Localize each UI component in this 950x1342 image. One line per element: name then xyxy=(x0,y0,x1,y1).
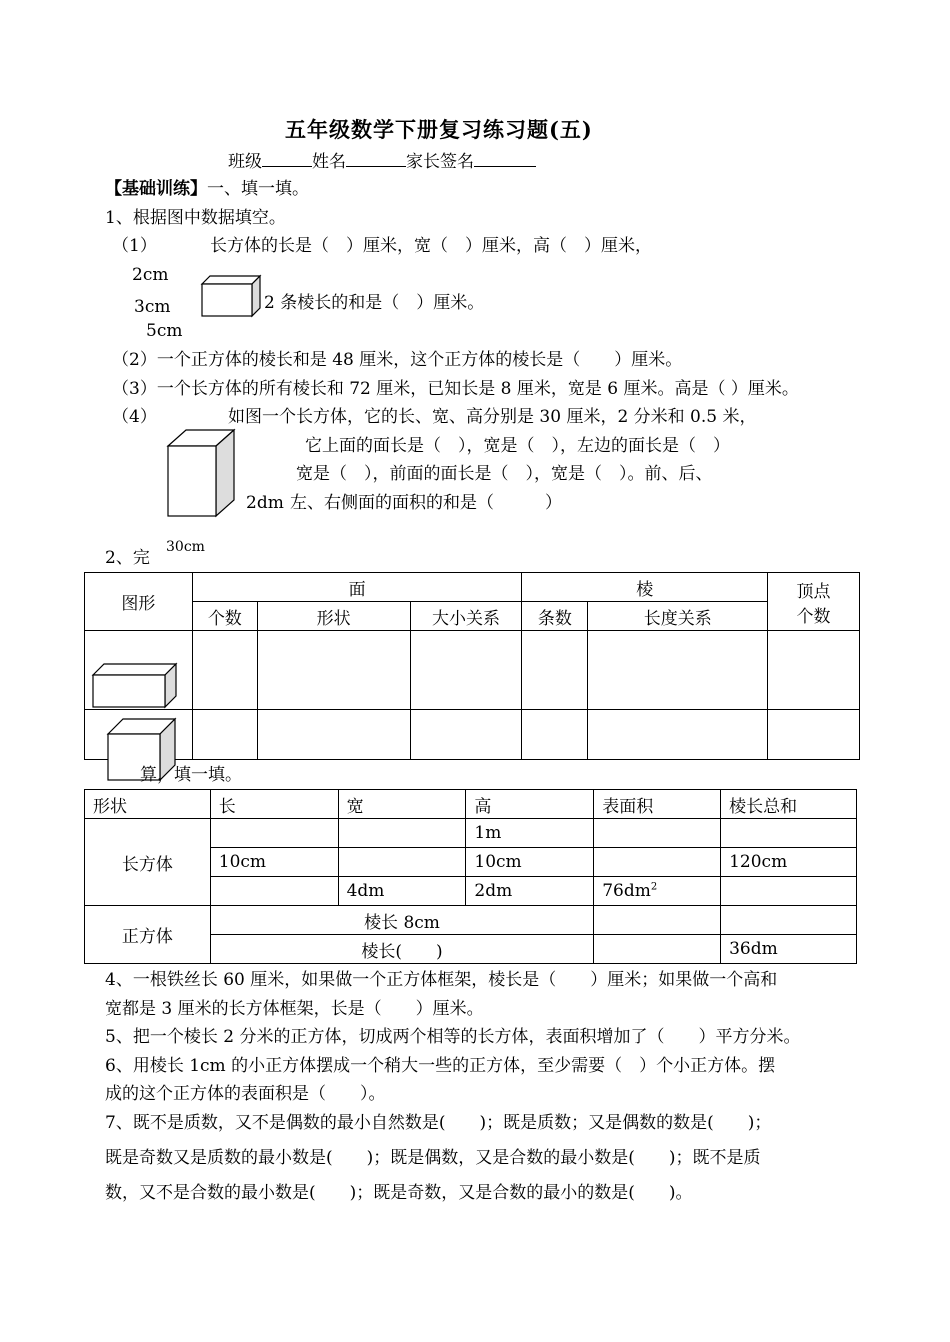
q1-sub1-num: （1） xyxy=(112,236,157,256)
q3-cell[interactable] xyxy=(721,906,857,935)
q3-cell[interactable]: 1m xyxy=(466,819,594,848)
q3-cell[interactable] xyxy=(594,935,721,964)
q3-cube-label: 正方体 xyxy=(85,906,211,964)
q3-cube-edge[interactable]: 棱长 8cm xyxy=(210,906,593,935)
q3-cell[interactable] xyxy=(594,906,721,935)
q2-cell[interactable] xyxy=(410,710,522,760)
q3-cell[interactable] xyxy=(210,877,338,906)
q2-cell[interactable] xyxy=(588,631,768,710)
q2-cell[interactable] xyxy=(257,710,410,760)
cuboid-figure-2 xyxy=(164,426,240,518)
table-row xyxy=(85,631,860,710)
q3-table xyxy=(84,789,857,964)
q2-header-edge: 棱 xyxy=(522,573,768,602)
q3-area-cell[interactable] xyxy=(594,877,721,906)
section-heading-line xyxy=(105,179,309,199)
q3-cell[interactable]: 2dm xyxy=(466,877,594,906)
q1-sub2: （2）一个正方体的棱长和是 48 厘米，这个正方体的棱长是（ ）厘米。 xyxy=(112,350,683,370)
table-row xyxy=(85,906,857,935)
label-2dm: 2dm xyxy=(246,493,284,513)
q4-line1: 4、一根铁丝长 60 厘米，如果做一个正方体框架，棱长是（ ）厘米；如果做一个高和 xyxy=(105,970,778,990)
q1-intro: 1、根据图中数据填空。 xyxy=(105,208,286,228)
q2-header-vertex-line1: 顶点 xyxy=(796,581,831,602)
q3-cell[interactable] xyxy=(721,877,857,906)
q2-header-face: 面 xyxy=(192,573,522,602)
q3-cell[interactable] xyxy=(594,848,721,877)
q3-header-width: 宽 xyxy=(338,790,466,819)
q2-header-vertex-line2: 个数 xyxy=(796,606,831,627)
q3-cuboid-label: 长方体 xyxy=(85,819,211,906)
section-heading: 【基础训练】 xyxy=(105,179,207,199)
q3-intro: 算，填一填。 xyxy=(140,765,242,785)
q3-cell[interactable] xyxy=(594,819,721,848)
q7-line2: 既是奇数又是质数的最小数是( )；既是偶数，又是合数的最小数是( )；既不是质 xyxy=(105,1148,761,1168)
q2-header-vertex xyxy=(768,573,860,631)
q2-header-count: 个数 xyxy=(192,602,257,631)
q6-line2: 成的这个正方体的表面积是（ ）。 xyxy=(105,1084,386,1104)
q3-cell[interactable]: 10cm xyxy=(466,848,594,877)
q1-sub1-text2: 2 条棱长的和是（ ）厘米。 xyxy=(264,293,485,313)
q1-sub4-line1: 如图一个长方体，它的长、宽、高分别是 30 厘米，2 分米和 0.5 米， xyxy=(228,407,757,427)
q3-header-total-edge: 棱长总和 xyxy=(721,790,857,819)
table-row xyxy=(85,819,857,848)
header-line xyxy=(228,150,536,172)
q3-header-area: 表面积 xyxy=(594,790,721,819)
q3-cube-edge[interactable]: 棱长( ) xyxy=(210,935,593,964)
q7-line1: 7、既不是质数，又不是偶数的最小自然数是( )；既是质数；又是偶数的数是( )； xyxy=(105,1113,772,1133)
table-row xyxy=(85,710,860,760)
q3-cell[interactable] xyxy=(210,819,338,848)
q1-sub4-line4: 左、右侧面的面积的和是（ ） xyxy=(290,493,562,513)
name-blank[interactable] xyxy=(346,150,406,167)
q2-cell[interactable] xyxy=(768,710,860,760)
label-3cm: 3cm xyxy=(134,297,171,317)
q4-line2: 宽都是 3 厘米的长方体框架，长是（ ）厘米。 xyxy=(105,999,484,1019)
label-5cm-clipped: 5cm xyxy=(146,321,183,341)
parent-label: 家长签名 xyxy=(406,152,474,172)
q3-cell[interactable] xyxy=(338,819,466,848)
page-title: 五年级数学下册复习练习题(五) xyxy=(285,117,593,142)
q2-cell[interactable] xyxy=(522,631,588,710)
q3-cell[interactable]: 120cm xyxy=(721,848,857,877)
label-2cm: 2cm xyxy=(132,265,169,285)
q2-header-length-relation: 长度关系 xyxy=(588,602,768,631)
q2-cell[interactable] xyxy=(192,710,257,760)
class-blank[interactable] xyxy=(262,150,312,167)
q1-sub4-num: （4） xyxy=(112,407,157,427)
q2-cell[interactable] xyxy=(192,631,257,710)
section-part1: 一、填一填。 xyxy=(207,179,309,199)
cuboid-figure-1 xyxy=(198,272,264,320)
class-label: 班级 xyxy=(228,152,262,172)
q1-sub1-text: 长方体的长是（ ）厘米，宽（ ）厘米，高（ ）厘米， xyxy=(210,236,652,256)
q2-cell[interactable] xyxy=(588,710,768,760)
q3-cell[interactable]: 4dm xyxy=(338,877,466,906)
q3-cell[interactable] xyxy=(338,848,466,877)
q2-cell[interactable] xyxy=(522,710,588,760)
q3-header-height: 高 xyxy=(466,790,594,819)
q3-area-sup: 2 xyxy=(650,881,658,893)
q2-intro: 2、完 xyxy=(105,548,150,568)
cuboid-figure-3 xyxy=(90,660,180,710)
q2-table xyxy=(84,572,860,760)
q1-sub4-line3: 宽是（ ），前面的面长是（ ），宽是（ ）。前、后、 xyxy=(296,464,713,484)
q2-cell[interactable] xyxy=(257,631,410,710)
q3-cell[interactable] xyxy=(721,819,857,848)
q5: 5、把一个棱长 2 分米的正方体，切成两个相等的长方体，表面积增加了（ ）平方分米。 xyxy=(105,1027,801,1047)
q2-header-form: 形状 xyxy=(257,602,410,631)
q1-sub3: （3）一个长方体的所有棱长和 72 厘米，已知长是 8 厘米，宽是 6 厘米。高是（ ）厘米。 xyxy=(112,379,799,399)
q2-header-shape: 图形 xyxy=(85,573,193,631)
q3-cell[interactable]: 10cm xyxy=(210,848,338,877)
q3-header-length: 长 xyxy=(210,790,338,819)
q2-header-size-relation: 大小关系 xyxy=(410,602,522,631)
parent-blank[interactable] xyxy=(474,150,536,167)
q2-header-edge-count: 条数 xyxy=(522,602,588,631)
q2-cell[interactable] xyxy=(768,631,860,710)
label-30cm: 30cm xyxy=(166,539,205,555)
q3-area-value: 76dm xyxy=(602,881,651,901)
q7-line3: 数，又不是合数的最小数是( )；既是奇数，又是合数的最小的数是( )。 xyxy=(105,1183,693,1203)
q2-cell[interactable] xyxy=(410,631,522,710)
q6-line1: 6、用棱长 1cm 的小正方体摆成一个稍大一些的正方体，至少需要（ ）个小正方体。摆 xyxy=(105,1056,776,1076)
name-label: 姓名 xyxy=(312,152,346,172)
q3-cell[interactable]: 36dm xyxy=(721,935,857,964)
q3-header-shape: 形状 xyxy=(85,790,211,819)
q1-sub4-line2: 它上面的面长是（ ），宽是（ ），左边的面长是（ ） xyxy=(305,436,730,456)
